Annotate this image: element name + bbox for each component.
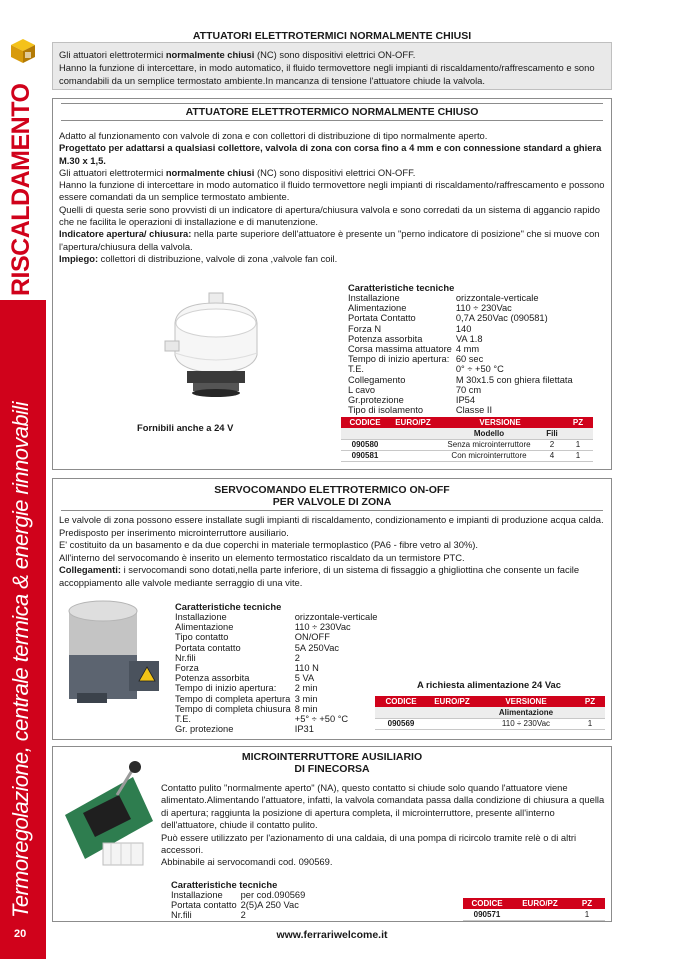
desc-line: Può essere utilizzato per l'azionamento di una caldaia, di una pompa di ricircolo tramite relè o di altri accessori. <box>161 831 577 856</box>
spec-row <box>175 714 377 724</box>
specs-table <box>175 612 377 734</box>
col-versione: VERSIONE <box>477 696 575 707</box>
col-pz: PZ <box>563 417 593 428</box>
spec-row <box>348 354 573 364</box>
spec-row <box>171 900 305 910</box>
col-euro: EURO/PZ <box>389 417 437 428</box>
spec-value: 2 <box>240 910 246 921</box>
spec-key: Nr.fili <box>175 652 196 663</box>
category-cube-icon <box>10 38 36 64</box>
spec-value: 110 N <box>294 663 319 674</box>
title-line-2: DI FINECORSA <box>294 763 370 775</box>
page-number: 20 <box>14 928 27 940</box>
spec-key: Potenza assorbita <box>175 673 250 684</box>
spec-value: M 30x1.5 con ghiera filettata <box>455 374 573 385</box>
spec-key: Potenza assorbita <box>348 333 423 344</box>
intro-p2: Hanno la funzione di intercettare, in modo automatico, il fluido termovettore negli impianti di riscaldamento/raffrescamento e sono comandabili da un semplice termostato ambiente.In mancanza di tensione l'attuatore chiude la valvola. <box>59 62 595 86</box>
section-description <box>59 130 605 265</box>
spec-value: IP54 <box>455 395 475 406</box>
row-code: 090571 <box>463 909 511 920</box>
spec-row <box>175 612 377 622</box>
spec-row <box>175 683 377 693</box>
row-model: Senza microinterruttore <box>437 439 541 450</box>
section-title: ATTUATORE ELETTROTERMICO NORMALMENTE CHIUSO <box>61 103 603 121</box>
desc-line: Adatto al funzionamento con valvole di zona e con collettori di distribuzione di tipo normalmente aperto. <box>59 130 488 141</box>
spec-key: Alimentazione <box>348 303 407 314</box>
row-model: Con microinterruttore <box>437 450 541 461</box>
desc-line: Hanno la funzione di intercettare in modo automatico il fluido termovettore negli impianti di riscaldamento/raffrescamento e possono essere comandati da un semplice termostato ambiente. <box>59 179 605 203</box>
title-line-2: PER VALVOLE DI ZONA <box>272 496 392 508</box>
col-codice: CODICE <box>375 696 427 707</box>
spec-row <box>348 293 573 303</box>
spec-value: 0,7A 250Vac (090581) <box>455 313 548 324</box>
spec-value: 5A 250Vac <box>294 642 340 653</box>
spec-key: Gr.protezione <box>348 395 404 406</box>
row-pz: 1 <box>575 718 605 729</box>
spec-value: Classe II <box>455 405 493 416</box>
spec-value: 8 min <box>294 703 318 714</box>
spec-row <box>175 622 377 632</box>
spec-row <box>175 724 377 734</box>
spec-row <box>348 375 573 385</box>
spec-key: Corsa massima attuatore <box>348 344 452 355</box>
desc-line: Abbinabile ai servocomandi cod. 090569. <box>161 856 333 868</box>
row-pz: 1 <box>569 909 605 920</box>
desc-line: Progettato per adattarsi a qualsiasi collettore, valvola di zona con corsa fino a 4 mm e con connessione standard a ghiera M.30 x 1,5. <box>59 142 602 166</box>
spec-key: Tempo di completa apertura <box>175 693 291 704</box>
spec-key: Forza N <box>348 323 382 334</box>
price-table <box>341 417 593 462</box>
specs-title: Caratteristiche tecniche <box>171 879 278 890</box>
specs-title: Caratteristiche tecniche <box>348 282 455 293</box>
sidebar <box>0 0 46 959</box>
spec-value: 70 cm <box>455 384 482 395</box>
table-row <box>341 450 593 461</box>
specs-title: Caratteristiche tecniche <box>175 601 282 612</box>
spec-key: Portata contatto <box>175 642 241 653</box>
section-description <box>161 782 605 869</box>
spec-value: 60 sec <box>455 354 484 365</box>
col-euro: EURO/PZ <box>511 898 569 909</box>
specs-table <box>348 293 573 415</box>
spec-row <box>348 385 573 395</box>
tech-specs <box>175 601 377 734</box>
desc-line: Contatto pulito "normalmente aperto" (NA), questo contatto si chiude solo quando l'attuatore viene alimentato.Alimentando l'attuatore, infatti, la valvola comandata passa dalla condizione di chiusura a quella di apertura; raggiunta la posizione di apertura completa, il microinterruttore, presente all'interno dell'attuatore, chiude il contatto pulito. <box>161 782 605 831</box>
spec-key: T.E. <box>348 364 365 375</box>
voltage-note: A richiesta alimentazione 24 Vac <box>417 679 561 690</box>
row-wires: 4 <box>541 450 563 461</box>
spec-key: Portata contatto <box>171 900 237 911</box>
spec-value: 3 min <box>294 693 318 704</box>
spec-value: VA 1.8 <box>455 333 483 344</box>
spec-row <box>175 653 377 663</box>
title-line-1: SERVOCOMANDO ELETTROTERMICO ON-OFF <box>214 484 450 496</box>
spec-value: 2 <box>294 652 300 663</box>
spec-row <box>171 910 305 920</box>
spec-row <box>175 643 377 653</box>
spec-row <box>175 694 377 704</box>
sub-alimentazione: Alimentazione <box>477 707 575 718</box>
spec-value: 140 <box>455 323 472 334</box>
microswitch-image <box>59 755 159 873</box>
tech-specs <box>348 282 573 415</box>
row-price <box>511 909 569 920</box>
spec-key: Tempo di inizio apertura: <box>175 683 277 694</box>
spec-row <box>348 344 573 354</box>
spec-key: Tipo contatto <box>175 632 229 643</box>
table-subheader <box>341 428 593 439</box>
spec-value: 2(5)A 250 Vac <box>240 900 299 911</box>
spec-key: L cavo <box>348 384 376 395</box>
sub-modello: Modello <box>437 428 541 439</box>
spec-value: 4 mm <box>455 344 480 355</box>
section-title <box>53 484 611 508</box>
section-microinterruttore <box>52 746 612 922</box>
table-row <box>375 718 605 729</box>
spec-key: Tempo di inizio apertura: <box>348 354 450 365</box>
spec-value: IP31 <box>294 724 314 735</box>
desc-line: Impiego: collettori di distribuzione, valvole di zona ,valvole fan coil. <box>59 252 338 264</box>
spec-value: 0° ÷ +50 °C <box>455 364 504 375</box>
section-servocomando <box>52 478 612 740</box>
spec-row <box>348 324 573 334</box>
intro-p1: Gli attuatori elettrotermici normalmente chiusi (NC) sono dispositivi elettrici ON-OFF. <box>59 49 416 60</box>
row-pz: 1 <box>563 439 593 450</box>
price-table <box>463 898 605 921</box>
desc-line: All'interno del servocomando è inserito un elemento termostatico riscaldato da un termistore PTC. <box>59 551 465 563</box>
table-row <box>463 909 605 920</box>
desc-line: Le valvole di zona possono essere installate sugli impianti di riscaldamento, condizionamento e impianti di produzione acqua calda. Predisposto per inserimento microinterruttore ausiliario. <box>59 514 604 538</box>
row-code: 090580 <box>341 439 389 450</box>
spec-key: Installazione <box>175 612 227 622</box>
spec-value: ON/OFF <box>294 632 330 643</box>
spec-key: Portata Contatto <box>348 313 416 324</box>
sidebar-subtitle: Termoregolazione, centrale termica & energie rinnovabili <box>8 402 33 918</box>
desc-line: Indicatore apertura/ chiusura: nella parte superiore dell'attuatore è presente un "perno indicatore di posizione" che si muove con l'apertura/chiusura della valvola. <box>59 228 600 252</box>
desc-line: Collegamenti: i servocomandi sono dotati,nella parte inferiore, di un sistema di fissaggio a ghigliottina che consente un facile accoppiamento alle valvole mediante serraggio di una vite. <box>59 564 580 588</box>
spec-key: T.E. <box>175 714 192 725</box>
sidebar-category: RISCALDAMENTO <box>7 83 35 296</box>
section-description <box>59 514 605 590</box>
spec-value: orizzontale-verticale <box>294 612 378 622</box>
spec-value: 2 min <box>294 683 318 694</box>
spec-value: 5 VA <box>294 673 315 684</box>
col-pz: PZ <box>575 696 605 707</box>
spec-row <box>175 704 377 714</box>
col-euro: EURO/PZ <box>427 696 477 707</box>
spec-row <box>175 673 377 683</box>
row-price <box>427 718 477 729</box>
row-wires: 2 <box>541 439 563 450</box>
spec-row <box>175 632 377 642</box>
row-version: 110 ÷ 230Vac <box>477 718 575 729</box>
spec-value: orizzontale-verticale <box>455 293 539 303</box>
tech-specs <box>171 879 305 921</box>
page-title: ATTUATORI ELETTROTERMICI NORMALMENTE CHIUSI <box>192 30 472 42</box>
actuator-image <box>153 283 283 413</box>
spec-value: 110 ÷ 230Vac <box>455 303 512 314</box>
col-pz: PZ <box>569 898 605 909</box>
spec-key: Tipo di isolamento <box>348 405 424 416</box>
intro-box <box>52 42 612 90</box>
spec-key: Collegamento <box>348 374 406 385</box>
spec-value: +5° ÷ +50 °C <box>294 714 349 725</box>
spec-row <box>175 663 377 673</box>
spec-key: Nr.fili <box>171 910 192 921</box>
spec-value: 110 ÷ 230Vac <box>294 622 351 633</box>
spec-key: Forza <box>175 663 199 674</box>
title-line-1: MICROINTERRUTTORE AUSILIARIO <box>241 751 423 763</box>
spec-row <box>348 364 573 374</box>
col-codice: CODICE <box>341 417 389 428</box>
desc-line: E' costituito da un basamento e da due coperchi in materiale termoplastico (PA6 - fibre vetro al 30%). <box>59 539 479 551</box>
table-subheader <box>375 707 605 718</box>
desc-line: Gli attuatori elettrotermici normalmente chiusi (NC) sono dispositivi elettrici ON-OFF. <box>59 166 416 178</box>
section-attuatore <box>52 98 612 470</box>
spec-row <box>348 405 573 415</box>
col-codice: CODICE <box>463 898 511 909</box>
servo-image <box>59 597 169 707</box>
spec-value: per cod.090569 <box>240 890 306 900</box>
spec-key: Installazione <box>171 890 223 900</box>
title-rule <box>61 510 603 511</box>
row-pz: 1 <box>563 450 593 461</box>
desc-line: Quelli di questa serie sono provvisti di un indicatore di apertura/chiusura valvola e sono corredati da un sistema di aggancio rapido che ne facilita le operazioni di installazione e di manutenzione. <box>59 203 600 228</box>
spec-key: Alimentazione <box>175 622 234 633</box>
sub-fili: Fili <box>541 428 563 439</box>
spec-row <box>348 313 573 323</box>
price-table <box>375 696 605 730</box>
spec-key: Gr. protezione <box>175 724 234 735</box>
spec-row <box>348 303 573 313</box>
row-code: 090569 <box>375 718 427 729</box>
specs-table <box>171 890 305 921</box>
footer-website: www.ferrariwelcome.it <box>276 929 388 941</box>
row-price <box>389 439 437 450</box>
table-row <box>341 439 593 450</box>
spec-key: Installazione <box>348 293 400 303</box>
voltage-note: Fornibili anche a 24 V <box>137 422 234 433</box>
spec-row <box>348 395 573 405</box>
col-versione: VERSIONE <box>437 417 563 428</box>
row-price <box>389 450 437 461</box>
spec-row <box>348 334 573 344</box>
row-code: 090581 <box>341 450 389 461</box>
spec-key: Tempo di completa chiusura <box>175 703 291 714</box>
spec-row <box>171 890 305 900</box>
